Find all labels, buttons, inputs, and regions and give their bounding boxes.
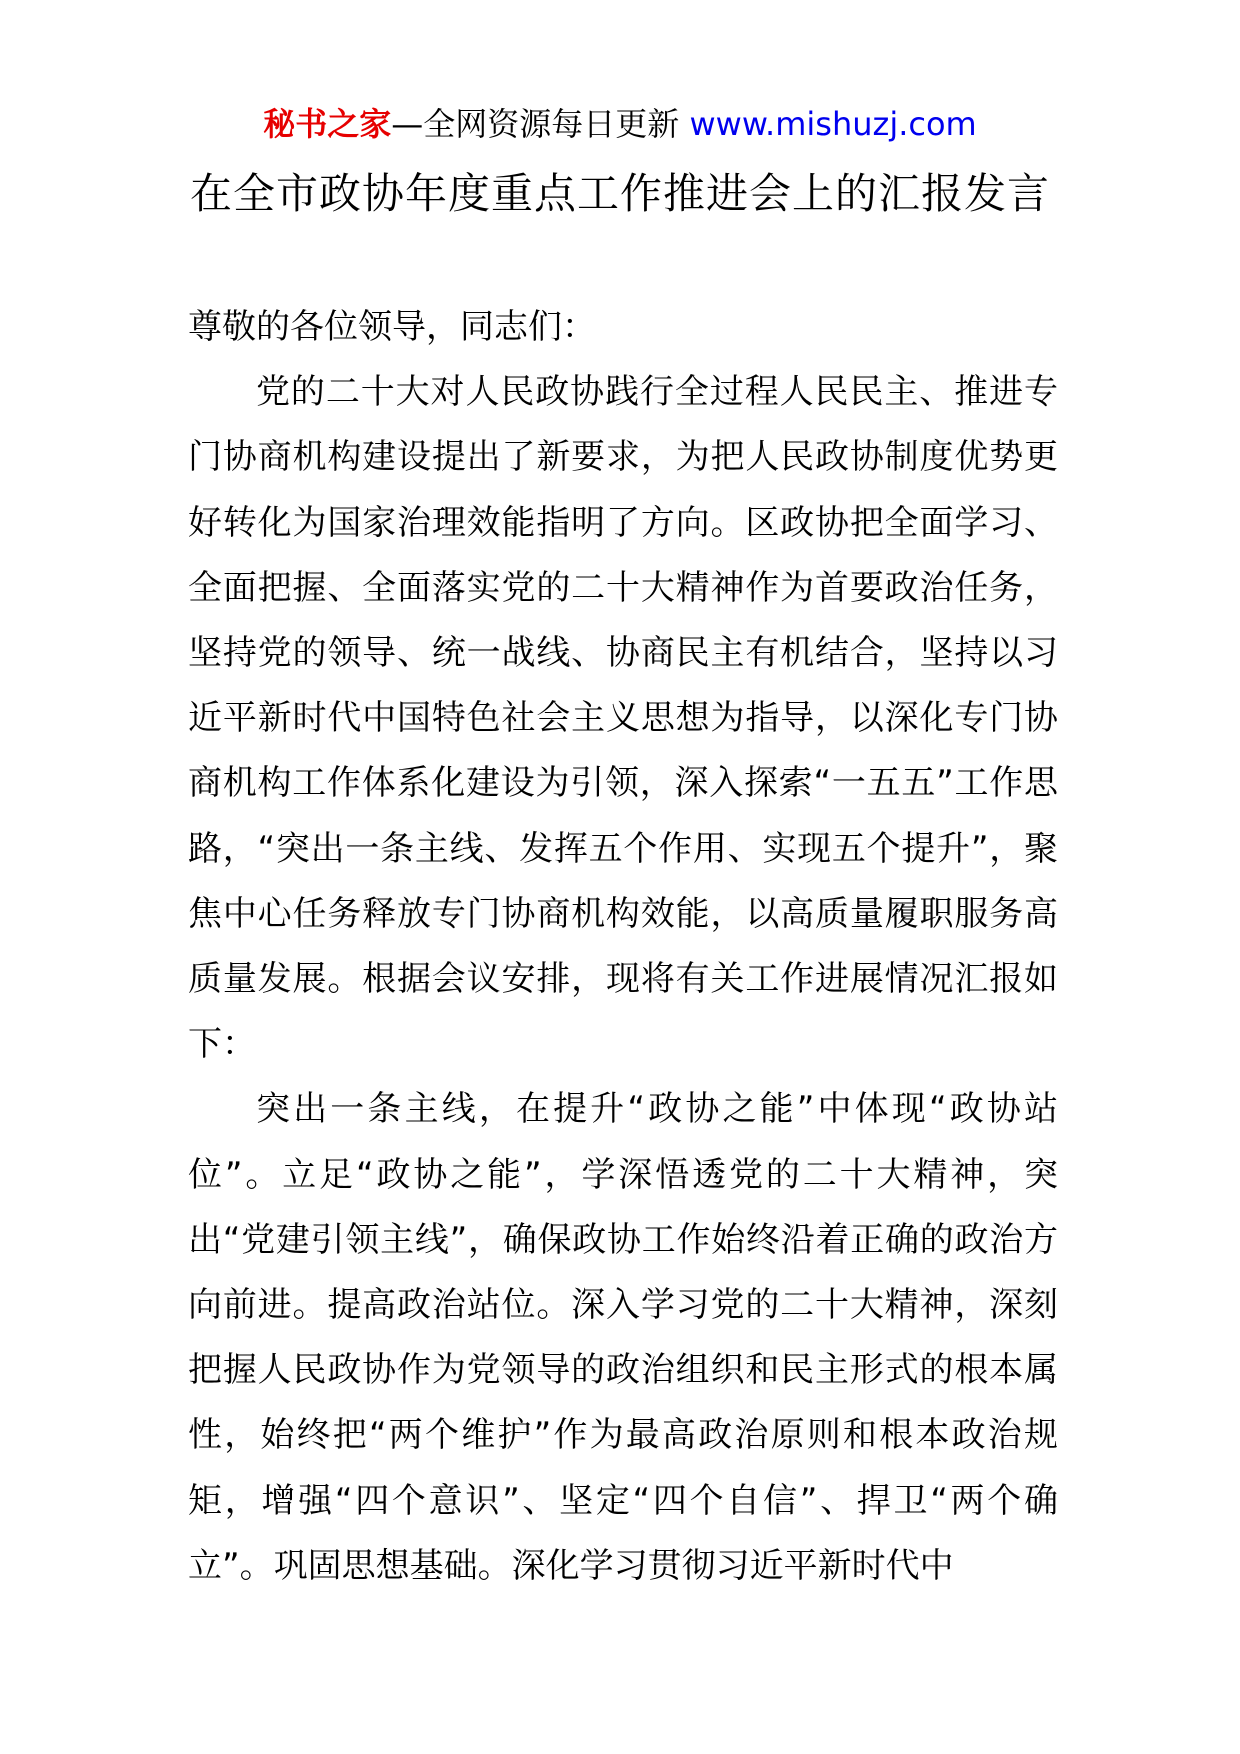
slogan-text: —全网资源每日更新 (391, 105, 690, 143)
document-title: 在全市政协年度重点工作推进会上的汇报发言 (189, 169, 1050, 218)
salutation: 尊敬的各位领导，同志们： (188, 307, 596, 347)
document-body (188, 295, 1058, 1599)
watermark-header (0, 100, 1240, 148)
site-url-link[interactable]: www.mishuzj.com (689, 105, 977, 143)
paragraph-main-line: 突出一条主线，在提升“政协之能”中体现“政协站位”。立足“政协之能”，学深悟透党的二十大精神，突出“党建引领主线”，确保政协工作始终沿着正确的政治方向前进。提高政治站位。深入学习党的二十大精神，深刻把握人民政协作为党领导的政治组织和民主形式的根本属性，始终把“两个维护”作为最高政治原则和根本政治规矩，增强“四个意识”、坚定“四个自信”、捍卫“两个确立”。巩固思想基础。深化学习贯彻习近平新时代中 (188, 1089, 1058, 1586)
brand-name: 秘书之家 (263, 105, 392, 143)
paragraph-intro: 党的二十大对人民政协践行全过程人民民主、推进专门协商机构建设提出了新要求，为把人民政协制度优势更好转化为国家治理效能指明了方向。区政协把全面学习、全面把握、全面落实党的二十大精神作为首要政治任务，坚持党的领导、统一战线、协商民主有机结合，坚持以习近平新时代中国特色社会主义思想为指导，以深化专门协商机构工作体系化建设为引领，深入探索“一五五”工作思路，“突出一条主线、发挥五个作用、实现五个提升”，聚焦中心任务释放专门协商机构效能，以高质量履职服务高质量发展。根据会议安排，现将有关工作进展情况汇报如下： (188, 372, 1058, 1065)
